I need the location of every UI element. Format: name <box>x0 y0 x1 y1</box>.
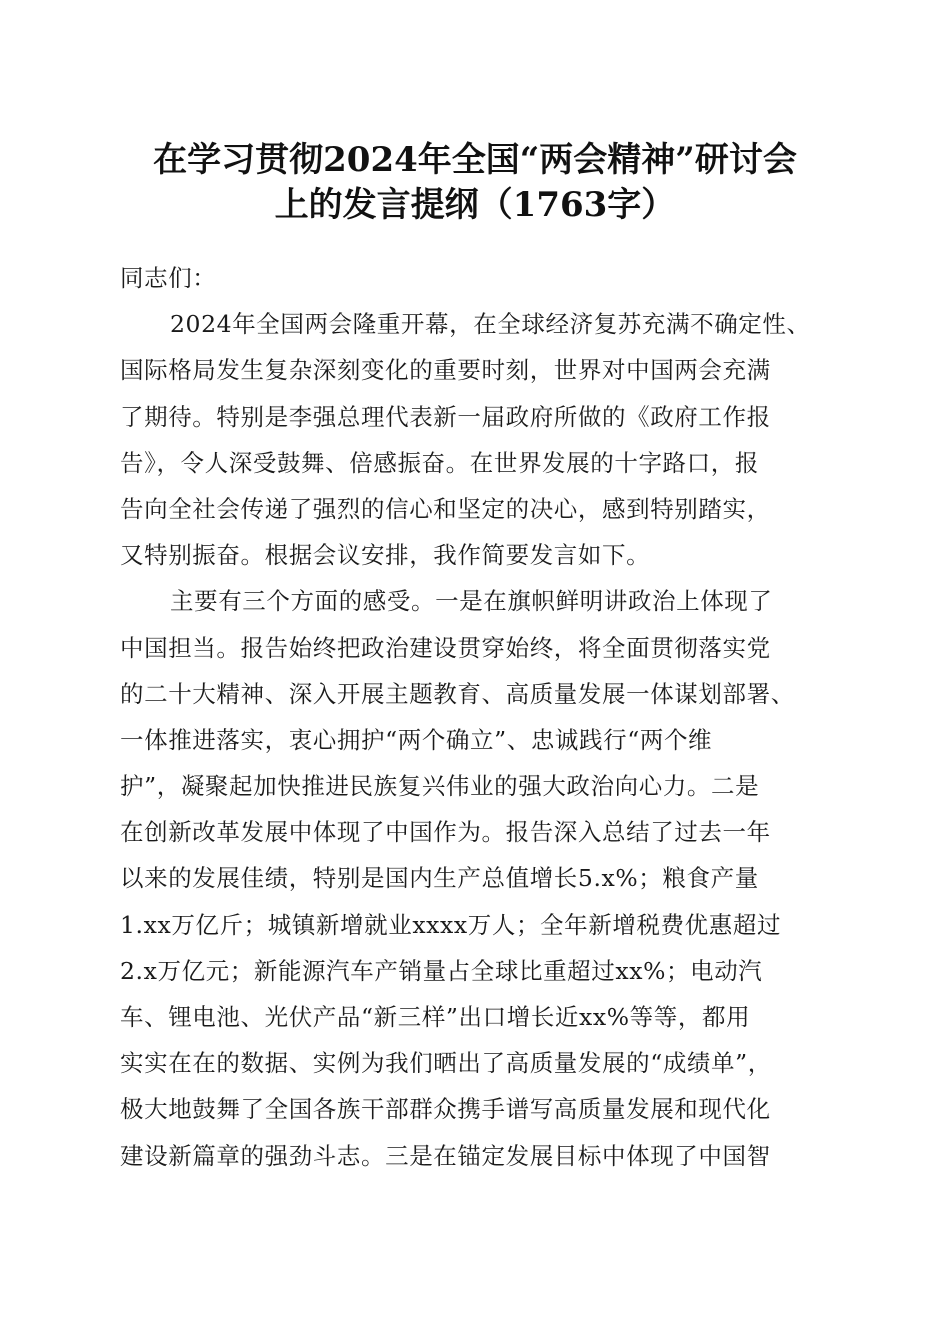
document-title <box>110 138 840 228</box>
paragraph-1-line: 2024年全国两会隆重开幕，在全球经济复苏充满不确定性、 <box>170 310 811 339</box>
paragraph-2-line: 1.xx万亿斤；城镇新增就业xxxx万人；全年新增税费优惠超过 <box>120 910 782 939</box>
paragraph-1-line: 告向全社会传递了强烈的信心和坚定的决心，感到特别踏实， <box>120 494 771 523</box>
paragraph-2-line: 实实在在的数据、实例为我们晒出了高质量发展的“成绩单”， <box>120 1049 772 1078</box>
paragraph-2-line: 建设新篇章的强劲斗志。三是在锚定发展目标中体现了中国智 <box>120 1141 771 1170</box>
document-body <box>120 255 832 1179</box>
paragraph-1-line: 国际格局发生复杂深刻变化的重要时刻，世界对中国两会充满 <box>120 356 771 385</box>
paragraph-2-line: 一体推进落实，衷心拥护“两个确立”、忠诚践行“两个维 <box>120 725 713 754</box>
paragraph-2-line: 以来的发展佳绩，特别是国内生产总值增长5.x%；粮食产量 <box>120 864 759 893</box>
paragraph-1-line: 了期待。特别是李强总理代表新一届政府所做的《政府工作报 <box>120 402 771 431</box>
paragraph-2-line: 极大地鼓舞了全国各族干部群众携手谱写高质量发展和现代化 <box>120 1095 771 1124</box>
paragraph-2-line: 在创新改革发展中体现了中国作为。报告深入总结了过去一年 <box>120 818 771 847</box>
title-line-2: 上的发言提纲（1763字） <box>274 185 676 225</box>
paragraph-1-line: 又特别振奋。根据会议安排，我作简要发言如下。 <box>120 541 651 570</box>
paragraph-2-line: 主要有三个方面的感受。一是在旗帜鲜明讲政治上体现了 <box>170 587 773 616</box>
paragraph-2-line: 车、锂电池、光伏产品“新三样”出口增长近xx%等等，都用 <box>120 1003 751 1031</box>
paragraph-2-line: 的二十大精神、深入开展主题教育、高质量发展一体谋划部署、 <box>120 679 795 708</box>
title-line-1: 在学习贯彻2024年全国“两会精神”研讨会 <box>153 140 797 180</box>
salutation: 同志们： <box>120 264 217 292</box>
paragraph-2-line: 护”，凝聚起加快推进民族复兴伟业的强大政治向心力。二是 <box>120 772 760 801</box>
paragraph-2-line: 2.x万亿元；新能源汽车产销量占全球比重超过xx%；电动汽 <box>120 956 763 985</box>
paragraph-2-line: 中国担当。报告始终把政治建设贯穿始终，将全面贯彻落实党 <box>120 633 771 662</box>
paragraph-1-line: 告》，令人深受鼓舞、倍感振奋。在世界发展的十字路口，报 <box>120 448 759 477</box>
